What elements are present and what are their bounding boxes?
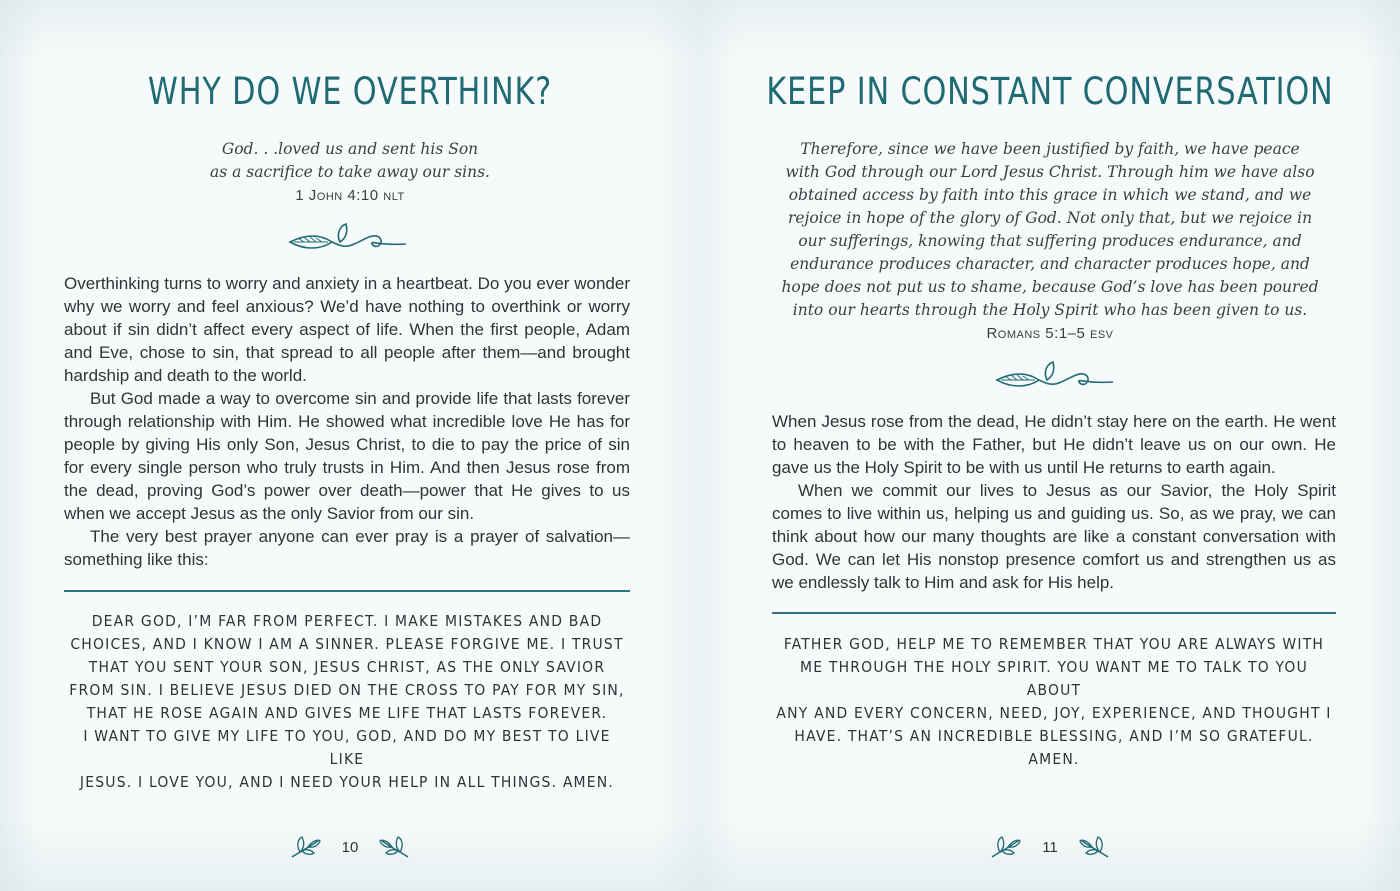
prayer-line: FATHER GOD, HELP ME TO REMEMBER THAT YOU ARE ALWAYS WITH [783, 635, 1325, 653]
body-text [772, 410, 1336, 594]
scripture-verse [0, 138, 700, 207]
prayer-line: I WANT TO GIVE MY LIFE TO YOU, GOD, AND DO MY BEST TO LIVE LIKE [83, 727, 611, 768]
page-number: 10 [341, 838, 359, 856]
prayer-line: ANY AND EVERY CONCERN, NEED, JOY, EXPERIENCE, AND THOUGHT I [776, 704, 1332, 722]
prayer-line: DEAR GOD, I’M FAR FROM PERFECT. I MAKE MISTAKES AND BAD [91, 612, 603, 630]
prayer-line: JESUS. I LOVE YOU, AND I NEED YOUR HELP IN ALL THINGS. AMEN. [79, 773, 615, 791]
prayer-line: HAVE. THAT’S AN INCREDIBLE BLESSING, AND I’M SO GRATEFUL. AMEN. [794, 727, 1314, 768]
page-footer [700, 832, 1400, 862]
prayer-block [772, 633, 1336, 771]
paragraph: When we commit our lives to Jesus as our Savior, the Holy Spirit comes to live within us, helping us and guiding us. So, as we pray, we can think about how our many thoughts are like a constant conversation with God. We can let His nonstop presence comfort us and strengthen us as we endlessly talk to Him and ask for His help. [772, 481, 1336, 592]
prayer-line: FROM SIN. I BELIEVE JESUS DIED ON THE CROSS TO PAY FOR MY SIN, [69, 681, 625, 699]
paragraph: Overthinking turns to worry and anxiety in a heartbeat. Do you ever wonder why we worry and feel anxious? We’d have nothing to overthink or worry about if sin didn’t affect every aspect of life. When the first people, Adam and Eve, chose to sin, that spread to all people after them—and brought hardship and death to the world. [64, 274, 630, 385]
leaf-swirl-ornament-icon [288, 222, 408, 258]
page-title: WHY DO WE OVERTHINK? [147, 70, 553, 113]
paragraph: The very best prayer anyone can ever pray is a prayer of salvation—something like this: [64, 527, 630, 569]
verse-line: hope does not put us to shame, because God’s love has been poured [781, 278, 1319, 296]
right-page [700, 0, 1400, 891]
leaf-sprig-icon [378, 833, 412, 861]
body-text [64, 272, 630, 571]
prayer-line: THAT YOU SENT YOUR SON, JESUS CHRIST, AS THE ONLY SAVIOR [88, 658, 606, 676]
leaf-sprig-icon [988, 833, 1022, 861]
verse-reference: Romans 5:1–5 esv [986, 325, 1114, 342]
page-title: KEEP IN CONSTANT CONVERSATION [766, 70, 1334, 113]
verse-line: into our hearts through the Holy Spirit who has been given to us. [792, 301, 1308, 319]
verse-line: endurance produces character, and character produces hope, and [790, 255, 1310, 273]
paragraph: But God made a way to overcome sin and provide life that lasts forever through relationship with Him. He showed what incredible love He has for people by giving His only Son, Jesus Christ, to die to pay the price of sin for every single person who truly trusts in Him. And then Jesus rose from the dead, proving God’s power over death—power that He gives to us when we accept Jesus as the only Savior from our sin. [64, 389, 630, 523]
verse-line: with God through our Lord Jesus Christ. Through him we have also [785, 163, 1315, 181]
page-number: 11 [1042, 838, 1058, 856]
leaf-swirl-ornament-icon [995, 360, 1115, 396]
leaf-sprig-icon [288, 833, 322, 861]
verse-line: obtained access by faith into this grace in which we stand, and we [788, 186, 1312, 204]
prayer-line: CHOICES, AND I KNOW I AM A SINNER. PLEASE FORGIVE ME. I TRUST [70, 635, 624, 653]
verse-line: as a sacrifice to take away our sins. [210, 163, 490, 181]
verse-line: rejoice in hope of the glory of God. Not only that, but we rejoice in [787, 209, 1313, 227]
verse-reference: 1 John 4:10 nlt [295, 187, 405, 204]
divider-rule [772, 612, 1336, 614]
prayer-line: ME THROUGH THE HOLY SPIRIT. YOU WANT ME TO TALK TO YOU ABOUT [800, 658, 1308, 699]
divider-rule [64, 590, 630, 592]
prayer-line: THAT HE ROSE AGAIN AND GIVES ME LIFE THAT LASTS FOREVER. [86, 704, 608, 722]
scripture-verse [700, 138, 1400, 345]
verse-line: God. . .loved us and sent his Son [221, 140, 479, 158]
page-footer [0, 832, 700, 862]
verse-line: our sufferings, knowing that suffering produces endurance, and [798, 232, 1302, 250]
prayer-block [64, 610, 630, 794]
leaf-sprig-icon [1078, 833, 1112, 861]
paragraph: When Jesus rose from the dead, He didn’t stay here on the earth. He went to heaven to be with the Father, but He didn’t leave us on our own. He gave us the Holy Spirit to be with us until He returns to earth again. [772, 412, 1336, 477]
verse-line: Therefore, since we have been justified by faith, we have peace [800, 140, 1300, 158]
